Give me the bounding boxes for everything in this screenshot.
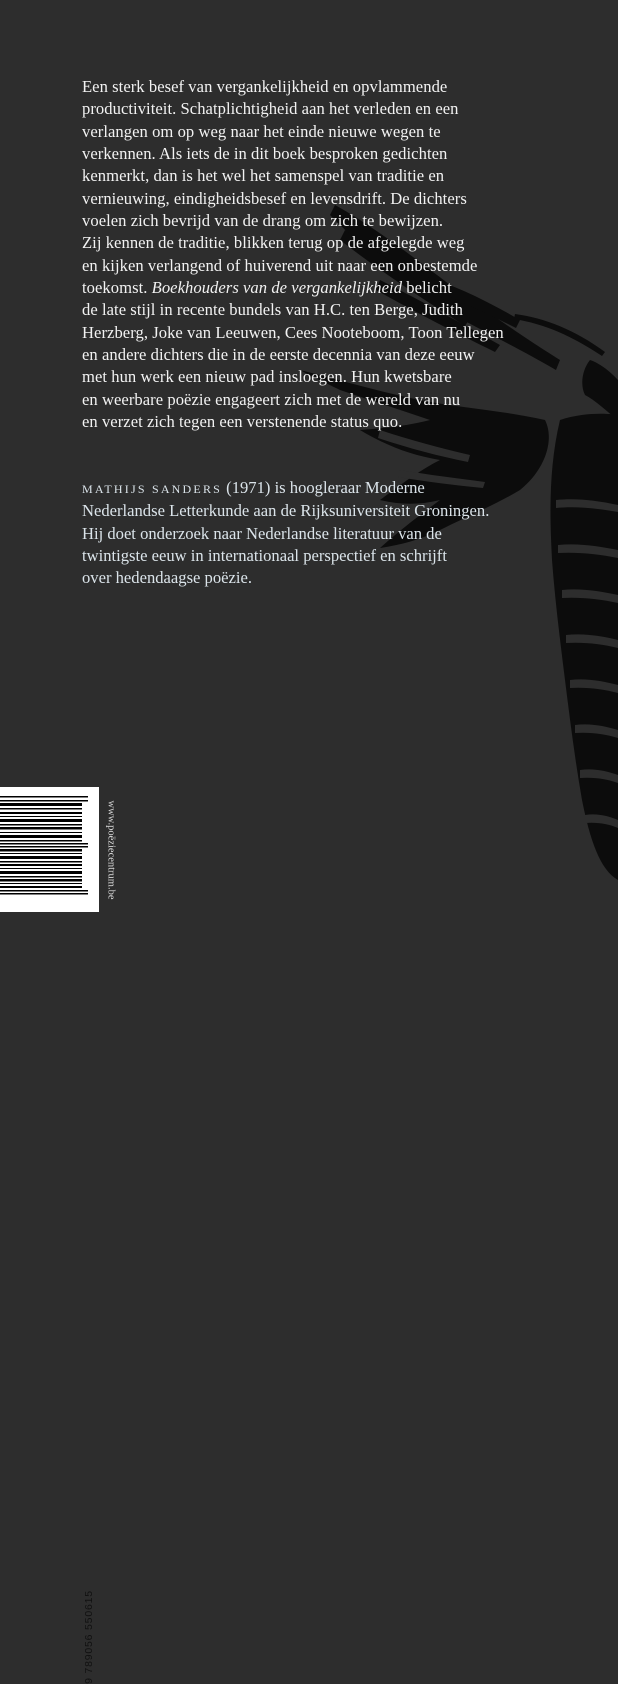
author-bio-text: (1971) is hoogleraar Moderne bbox=[222, 478, 425, 497]
blurb-line: productiviteit. Schatplichtigheid aan het verleden en een bbox=[82, 99, 459, 119]
isbn-number: 9 789056 550615 bbox=[83, 1590, 95, 1684]
blurb-line-with-title bbox=[82, 277, 552, 299]
author-bio-line: Nederlandse Letterkunde aan de Rijksuniversiteit Groningen. bbox=[82, 501, 490, 521]
blurb-line: voelen zich bevrijd van de drang om zich te bewijzen. bbox=[82, 211, 444, 231]
blurb-line: verlangen om op weg naar het einde nieuwe wegen te bbox=[82, 121, 441, 141]
author-bio-line bbox=[82, 477, 562, 500]
isbn-barcode bbox=[0, 787, 99, 1684]
author-bio-line: Hij doet onderzoek naar Nederlandse literatuur van de bbox=[82, 523, 442, 543]
blurb-line: en kijken verlangend of huiverend uit naar een onbestemde bbox=[82, 255, 478, 275]
blurb-text: toekomst. bbox=[82, 278, 152, 298]
author-name: MATHIJS SANDERS bbox=[82, 482, 223, 496]
blurb-line: verkennen. Als iets de in dit boek besproken gedichten bbox=[82, 144, 448, 164]
blurb-line: met hun werk een nieuw pad insloegen. Hun kwetsbare bbox=[82, 367, 452, 387]
author-bio bbox=[82, 477, 562, 590]
blurb-line: kenmerkt, dan is het wel het samenspel van traditie en bbox=[82, 166, 445, 186]
blurb-line: en andere dichters die in de eerste decennia van deze eeuw bbox=[82, 345, 475, 365]
blurb-line: en verzet zich tegen een verstenende status quo. bbox=[82, 412, 403, 432]
blurb-line: Herzberg, Joke van Leeuwen, Cees Nooteboom, Toon Tellegen bbox=[82, 322, 504, 342]
author-bio-line: over hedendaagse poëzie. bbox=[82, 568, 252, 588]
barcode-bars-icon bbox=[0, 787, 99, 912]
blurb-line: vernieuwing, eindigheidsbesef en levensdrift. De dichters bbox=[82, 188, 467, 208]
back-cover-blurb bbox=[82, 76, 552, 434]
blurb-line: en weerbare poëzie engageert zich met de wereld van nu bbox=[82, 389, 461, 409]
blurb-line: Een sterk besef van vergankelijkheid en opvlammende bbox=[82, 77, 448, 96]
book-title: Boekhouders van de vergankelijkheid bbox=[151, 278, 403, 298]
blurb-line: de late stijl in recente bundels van H.C. ten Berge, Judith bbox=[82, 300, 463, 320]
publisher-url: www.poëziecentrum.be bbox=[105, 800, 117, 900]
blurb-text: belicht bbox=[402, 278, 452, 298]
blurb-line: Zij kennen de traditie, blikken terug op de afgelegde weg bbox=[82, 233, 465, 253]
author-bio-line: twintigste eeuw in internationaal perspectief en schrijft bbox=[82, 546, 447, 566]
